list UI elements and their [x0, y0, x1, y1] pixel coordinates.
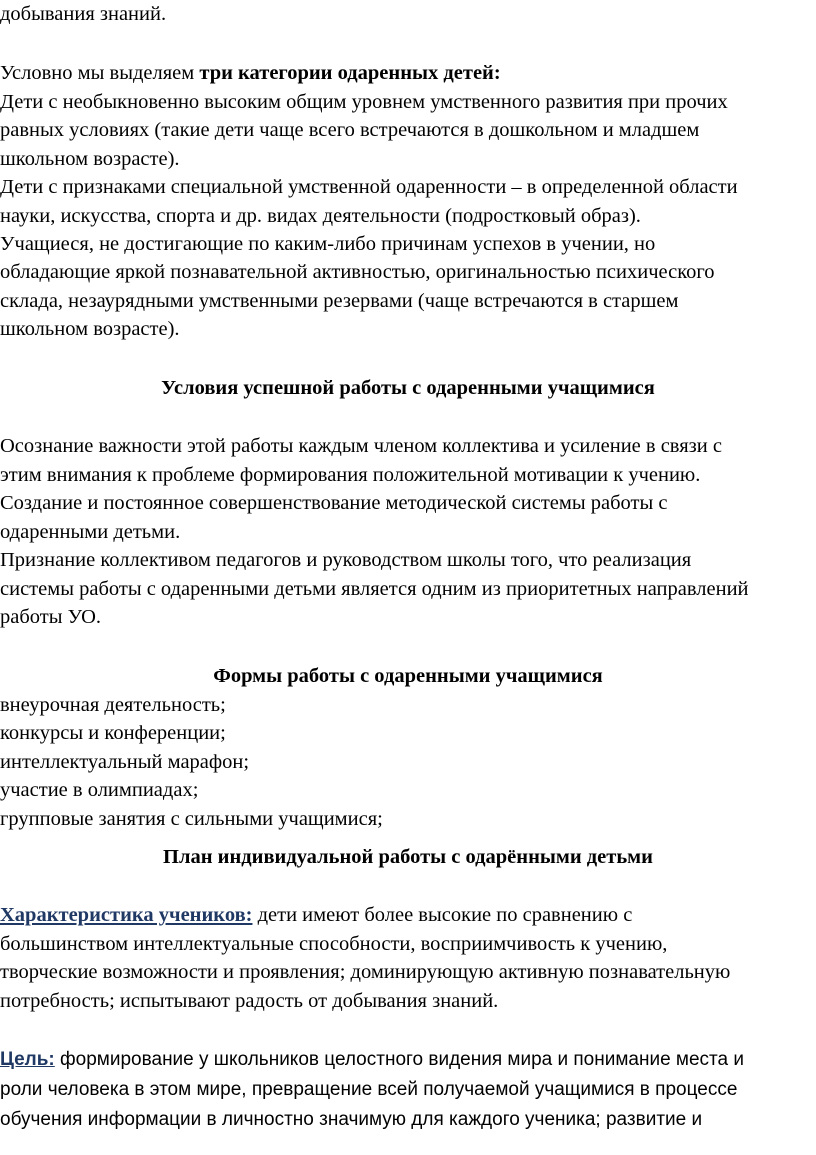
categories-line: Учащиеся, не достигающие по каким-либо причинам успехов в учении, но: [0, 233, 656, 255]
categories-line: науки, искусства, спорта и др. видах деятельности (подростковый образ).: [0, 205, 641, 227]
categories-line: обладающие яркой познавательной активностью, оригинальностью психического: [0, 261, 715, 283]
intro-tail: добывания знаний.: [0, 3, 167, 25]
forms-item: участие в олимпиадах;: [0, 779, 199, 801]
categories-line: Дети с признаками специальной умственной одаренности – в определенной области: [0, 176, 738, 198]
categories-line: Дети с необыкновенно высоким общим уровнем умственного развития при прочих: [0, 91, 728, 113]
categories-line: школьном возрасте).: [0, 148, 180, 170]
forms-item: внеурочная деятельность;: [0, 694, 226, 716]
goal-line: [0, 1046, 744, 1074]
conditions-line: одаренными детьми.: [0, 521, 181, 543]
plan-heading: План индивидуальной работы с одарёнными детьми: [163, 846, 653, 868]
goal-text: формирование у школьников целостного видения мира и понимание места и: [54, 1049, 744, 1070]
categories-lead: [0, 59, 501, 87]
conditions-line: Осознание важности этой работы каждым членом коллектива и усиление в связи с: [0, 435, 722, 457]
characteristic-line: творческие возможности и проявления; доминирующую активную познавательную: [0, 961, 731, 983]
forms-heading: Формы работы с одаренными учащимися: [213, 665, 603, 687]
forms-item: конкурсы и конференции;: [0, 722, 226, 744]
categories-line: склада, незаурядными умственными резервами (чаще встречаются в старшем: [0, 290, 679, 312]
conditions-heading: Условия успешной работы с одаренными учащимися: [161, 377, 655, 399]
characteristic-text: дети имеют более высокие по сравнению с: [252, 904, 633, 926]
conditions-line: Создание и постоянное совершенствование методической системы работы с: [0, 492, 668, 514]
categories-lead-text: Условно мы выделяем: [0, 62, 200, 84]
conditions-line: работы УО.: [0, 606, 102, 628]
forms-item: групповые занятия с сильными учащимися;: [0, 808, 383, 830]
categories-line: равных условиях (такие дети чаще всего встречаются в дошкольном и младшем: [0, 119, 700, 141]
characteristic-line: потребность; испытывают радость от добывания знаний.: [0, 990, 499, 1012]
categories-line: школьном возрасте).: [0, 318, 180, 340]
categories-lead-bold: три категории одаренных детей:: [199, 62, 501, 84]
conditions-line: Признание коллективом педагогов и руководством школы того, что реализация: [0, 549, 692, 571]
conditions-line: этим внимания к проблеме формирования положительной мотивации к учению.: [0, 464, 701, 486]
characteristic-line: большинством интеллектуальные способности, восприимчивость к учению,: [0, 933, 668, 955]
conditions-line: системы работы с одаренными детьми является одним из приоритетных направлений: [0, 578, 749, 600]
goal-line: обучения информации в личностно значимую для каждого ученика; развитие и: [0, 1109, 703, 1130]
goal-line: роли человека в этом мире, превращение всей получаемой учащимися в процессе: [0, 1079, 738, 1100]
characteristic-line: [0, 901, 632, 929]
characteristic-label: Характеристика учеников:: [0, 904, 253, 926]
goal-label: Цель:: [0, 1049, 55, 1070]
forms-item: интеллектуальный марафон;: [0, 751, 250, 773]
